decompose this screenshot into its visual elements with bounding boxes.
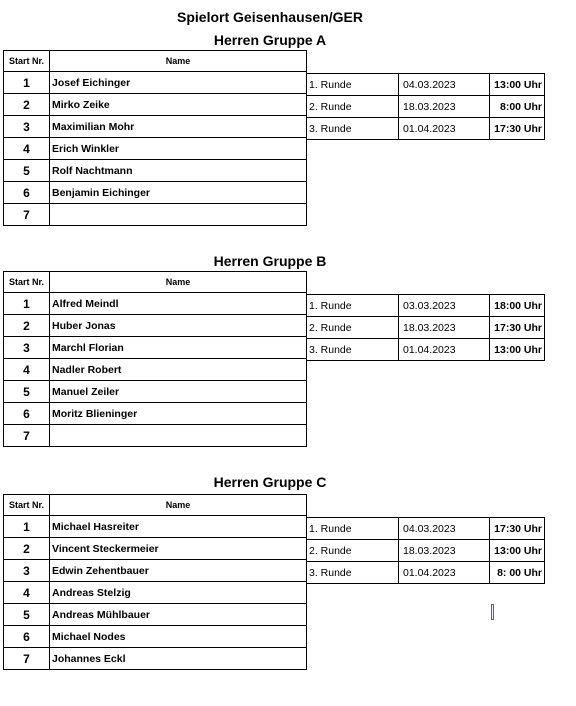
table-row [4, 293, 307, 315]
date-cell: 18.03.2023 [399, 317, 490, 339]
name-header: Name [50, 495, 307, 516]
group-a-schedule-table [307, 73, 545, 140]
group-c-title: Herren Gruppe C [213, 474, 327, 490]
player-name-cell: Nadler Robert [50, 359, 307, 381]
round-cell: 2. Runde [307, 540, 399, 562]
schedule-row [307, 339, 545, 361]
table-row [4, 204, 307, 226]
player-name-cell: Benjamin Eichinger [50, 182, 307, 204]
time-cell: 13:00 Uhr [490, 339, 545, 361]
name-header: Name [50, 272, 307, 293]
table-row [4, 94, 307, 116]
round-cell: 3. Runde [307, 118, 399, 140]
time-cell: 8: 00 Uhr [490, 562, 545, 584]
table-header-row [4, 495, 307, 516]
table-row [4, 116, 307, 138]
group-b-schedule-table [307, 294, 545, 361]
start-nr-cell: 7 [4, 648, 50, 670]
time-cell: 17:30 Uhr [490, 317, 545, 339]
table-row [4, 425, 307, 447]
group-c-schedule-table [307, 517, 545, 584]
player-name-cell: Mirko Zeike [50, 94, 307, 116]
table-row [4, 403, 307, 425]
name-header: Name [50, 51, 307, 72]
player-name-cell: Josef Eichinger [50, 72, 307, 94]
start-nr-cell: 6 [4, 182, 50, 204]
time-cell: 17:30 Uhr [490, 118, 545, 140]
start-nr-header: Start Nr. [4, 51, 50, 72]
table-row [4, 381, 307, 403]
text-cursor-marker [491, 604, 494, 620]
date-cell: 01.04.2023 [399, 339, 490, 361]
date-cell: 04.03.2023 [399, 74, 490, 96]
start-nr-cell: 6 [4, 403, 50, 425]
round-cell: 1. Runde [307, 295, 399, 317]
schedule-row [307, 540, 545, 562]
round-cell: 3. Runde [307, 339, 399, 361]
round-cell: 1. Runde [307, 518, 399, 540]
start-nr-cell: 3 [4, 116, 50, 138]
table-row [4, 160, 307, 182]
player-name-cell: Marchl Florian [50, 337, 307, 359]
table-row [4, 516, 307, 538]
date-cell: 04.03.2023 [399, 518, 490, 540]
group-b-title: Herren Gruppe B [213, 253, 327, 269]
player-name-cell: Rolf Nachtmann [50, 160, 307, 182]
table-row [4, 560, 307, 582]
schedule-row [307, 518, 545, 540]
start-nr-cell: 6 [4, 626, 50, 648]
date-cell: 18.03.2023 [399, 96, 490, 118]
table-header-row [4, 272, 307, 293]
schedule-row [307, 96, 545, 118]
start-nr-cell: 7 [4, 425, 50, 447]
table-row [4, 648, 307, 670]
start-nr-cell: 5 [4, 604, 50, 626]
table-header-row [4, 51, 307, 72]
group-a-start-table [3, 50, 307, 226]
table-row [4, 182, 307, 204]
player-name-cell [50, 425, 307, 447]
page-title: Spielort Geisenhausen/GER [177, 9, 363, 25]
player-name-cell: Andreas Stelzig [50, 582, 307, 604]
round-cell: 3. Runde [307, 562, 399, 584]
player-name-cell [50, 204, 307, 226]
player-name-cell: Andreas Mühlbauer [50, 604, 307, 626]
start-nr-header: Start Nr. [4, 272, 50, 293]
schedule-row [307, 317, 545, 339]
table-row [4, 337, 307, 359]
start-nr-cell: 2 [4, 315, 50, 337]
table-row [4, 626, 307, 648]
player-name-cell: Vincent Steckermeier [50, 538, 307, 560]
time-cell: 8:00 Uhr [490, 96, 545, 118]
start-nr-cell: 2 [4, 538, 50, 560]
start-nr-cell: 4 [4, 359, 50, 381]
start-nr-cell: 1 [4, 293, 50, 315]
start-nr-cell: 1 [4, 72, 50, 94]
group-a-title: Herren Gruppe A [213, 32, 327, 48]
start-nr-cell: 3 [4, 337, 50, 359]
table-row [4, 582, 307, 604]
date-cell: 03.03.2023 [399, 295, 490, 317]
player-name-cell: Edwin Zehentbauer [50, 560, 307, 582]
start-nr-cell: 4 [4, 138, 50, 160]
round-cell: 2. Runde [307, 96, 399, 118]
table-row [4, 538, 307, 560]
player-name-cell: Johannes Eckl [50, 648, 307, 670]
start-nr-cell: 4 [4, 582, 50, 604]
group-b-start-table [3, 271, 307, 447]
table-row [4, 72, 307, 94]
table-row [4, 604, 307, 626]
time-cell: 17:30 Uhr [490, 518, 545, 540]
table-row [4, 138, 307, 160]
start-nr-cell: 5 [4, 381, 50, 403]
start-nr-cell: 1 [4, 516, 50, 538]
group-c-start-table [3, 494, 307, 670]
start-nr-cell: 2 [4, 94, 50, 116]
player-name-cell: Moritz Blieninger [50, 403, 307, 425]
start-nr-cell: 5 [4, 160, 50, 182]
player-name-cell: Michael Hasreiter [50, 516, 307, 538]
player-name-cell: Erich Winkler [50, 138, 307, 160]
round-cell: 1. Runde [307, 74, 399, 96]
schedule-row [307, 562, 545, 584]
player-name-cell: Manuel Zeiler [50, 381, 307, 403]
date-cell: 01.04.2023 [399, 118, 490, 140]
time-cell: 18:00 Uhr [490, 295, 545, 317]
schedule-row [307, 74, 545, 96]
round-cell: 2. Runde [307, 317, 399, 339]
player-name-cell: Michael Nodes [50, 626, 307, 648]
date-cell: 18.03.2023 [399, 540, 490, 562]
schedule-row [307, 295, 545, 317]
time-cell: 13:00 Uhr [490, 74, 545, 96]
schedule-row [307, 118, 545, 140]
start-nr-cell: 7 [4, 204, 50, 226]
start-nr-header: Start Nr. [4, 495, 50, 516]
time-cell: 13:00 Uhr [490, 540, 545, 562]
player-name-cell: Huber Jonas [50, 315, 307, 337]
player-name-cell: Alfred Meindl [50, 293, 307, 315]
table-row [4, 359, 307, 381]
player-name-cell: Maximilian Mohr [50, 116, 307, 138]
date-cell: 01.04.2023 [399, 562, 490, 584]
start-nr-cell: 3 [4, 560, 50, 582]
table-row [4, 315, 307, 337]
